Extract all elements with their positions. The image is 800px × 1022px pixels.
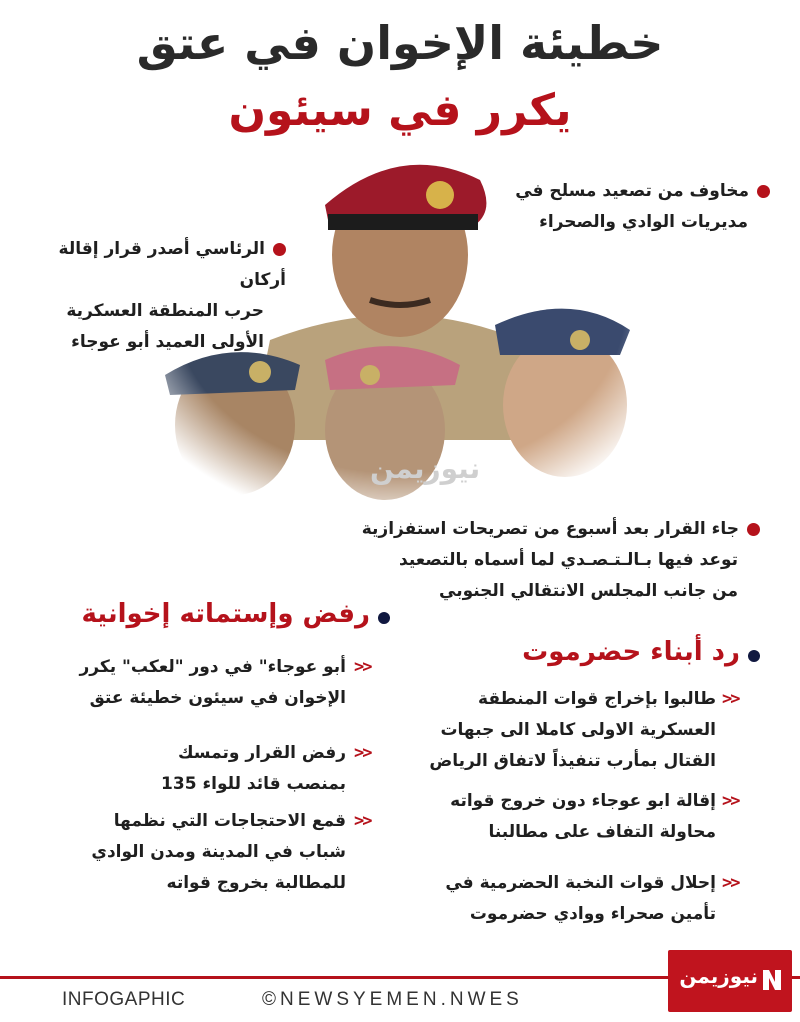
top-left-block: الرئاسي أصدر قرار إقالة أركان حرب المنطقة العسكرية الأولى العميد أبو عوجاء — [58, 239, 286, 352]
brand-logo-text: نيوزيمن — [679, 964, 758, 988]
watermark-text: نيوزيمن — [370, 452, 481, 485]
brand-mark-icon — [760, 966, 784, 994]
left-item-1: أبو عوجاء" في دور "لعكب" يكرر الإخوان في سيئون خطيئة عتق — [79, 657, 346, 708]
right-item-3: إحلال قوات النخبة الحضرمية في تأمين صحراء ووادي حضرموت — [445, 873, 716, 924]
chevron-left-icon: >> — [354, 743, 371, 763]
footer-website: ©NEWSYEMEN.NWES — [262, 989, 523, 1010]
chevron-left-icon: >> — [354, 657, 371, 677]
main-subtitle: يكرر في سيئون — [228, 85, 572, 136]
left-section-heading: رفض وإستماته إخوانية — [60, 596, 390, 632]
chevron-left-icon: >> — [354, 811, 371, 831]
right-item-1: طالبوا بإخراج قوات المنطقة العسكرية الاولى كاملا الى جبهات القتال بمأرب تنفيذاً لاتفاق الرياض — [429, 689, 716, 771]
bullet-icon — [378, 612, 390, 624]
chevron-left-icon: >> — [722, 873, 739, 893]
chevron-left-icon: >> — [722, 791, 739, 811]
left-item-2: رفض القرار وتمسك بمنصب قائد للواء 135 — [161, 743, 346, 794]
middle-block: جاء القرار بعد أسبوع من تصريحات استفزازية توعد فيها بـالـتـصـدي لما أسماه بالتصعيد من جانب المجلس الانتقالي الجنوبي — [330, 514, 760, 607]
left-item-3: قمع الاحتجاجات التي نظمها شباب في المدينة ومدن الوادي للمطالبة بخروج قواته — [91, 811, 346, 893]
bullet-icon — [747, 523, 760, 536]
right-item-2: إقالة ابو عوجاء دون خروج قواته محاولة التفاف على مطالبنا — [450, 791, 716, 842]
top-right-block: مخاوف من تصعيد مسلح في مديريات الوادي والصحراء — [500, 176, 770, 238]
chevron-left-icon: >> — [722, 689, 739, 709]
main-title: خطيئة الإخوان في عتق — [136, 16, 664, 70]
right-section-heading: رد أبناء حضرموت — [440, 634, 760, 670]
brand-logo — [668, 950, 792, 1012]
bullet-icon — [748, 650, 760, 662]
bullet-icon — [273, 243, 286, 256]
bullet-icon — [757, 185, 770, 198]
footer-infographic-label: INFOGAPHIC — [62, 989, 186, 1010]
